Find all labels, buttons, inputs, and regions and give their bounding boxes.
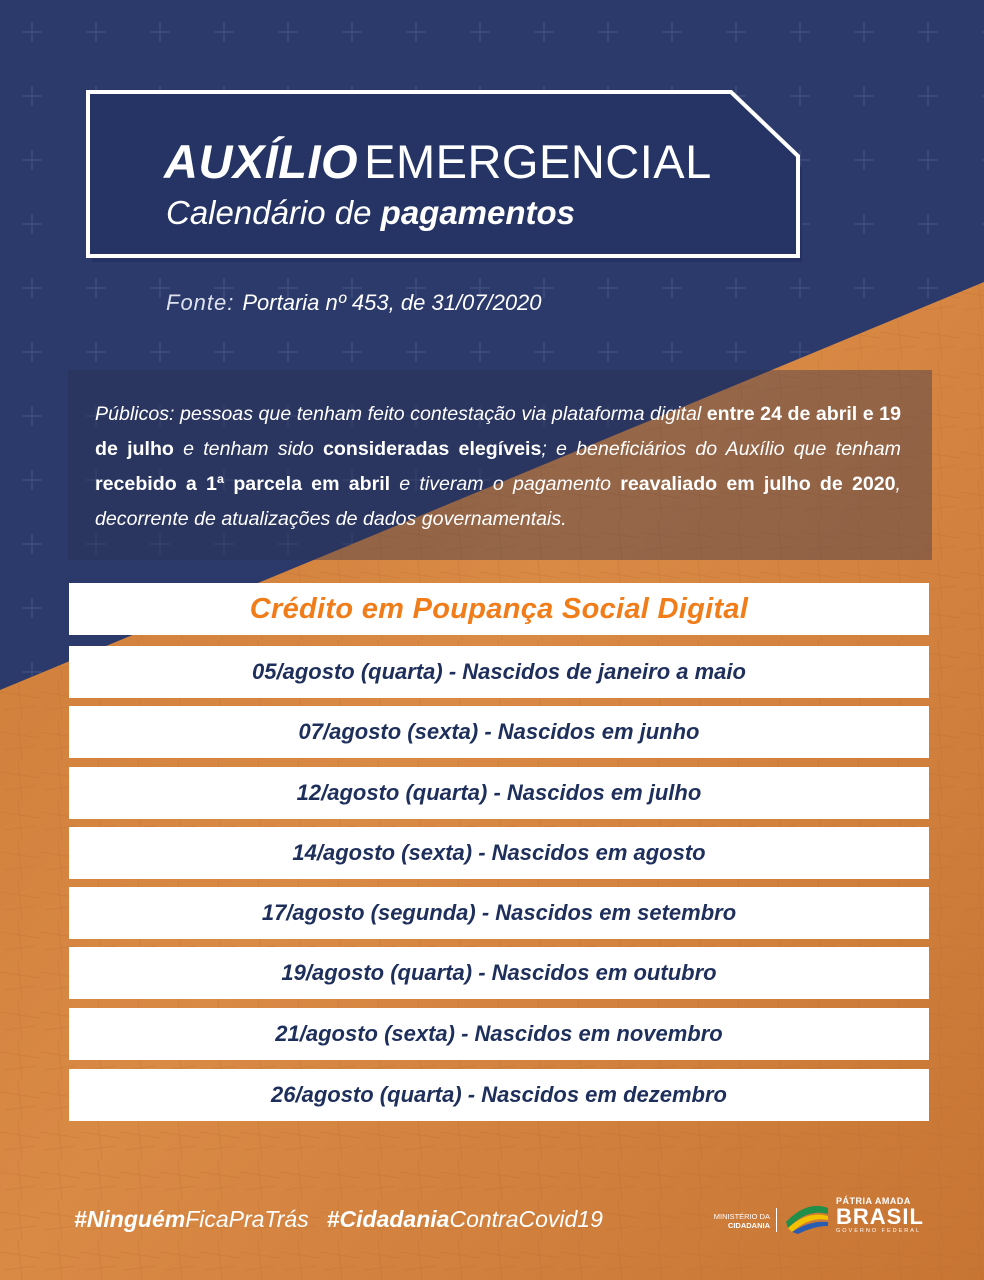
publicos-part: , decorrente de atualizações de dados governamentais. xyxy=(95,473,901,530)
hashtag-regular: FicaPraTrás xyxy=(185,1206,309,1232)
publicos-part: ; e beneficiários do Auxílio que tenham xyxy=(541,438,901,460)
brand-logo-text xyxy=(836,1196,924,1234)
subtitle-regular: Calendário de xyxy=(166,194,372,231)
hashtag-bold: #Cidadania xyxy=(326,1206,450,1232)
schedule-row xyxy=(69,1069,929,1121)
title-bold: AUXÍLIO xyxy=(164,135,359,188)
source-label: Fonte: xyxy=(166,290,235,315)
schedule-row xyxy=(69,947,929,999)
schedule-row-text: 07/agosto (sexta) - Nascidos em junho xyxy=(298,719,700,744)
schedule-row xyxy=(69,646,929,698)
publicos-highlight: reavaliado em julho de 2020 xyxy=(620,473,896,495)
publicos-highlight: recebido a 1ª parcela em abril xyxy=(95,473,391,495)
schedule-row xyxy=(69,887,929,939)
hashtags xyxy=(74,1206,603,1233)
ministry-line: MINISTÉRIO DA xyxy=(713,1212,770,1221)
subtitle-bold: pagamentos xyxy=(380,194,576,231)
schedule-heading: Crédito em Poupança Social Digital xyxy=(249,592,749,625)
schedule-row-text: 14/agosto (sexta) - Nascidos em agosto xyxy=(292,840,706,865)
hashtag-regular: ContraCovid19 xyxy=(449,1206,603,1232)
ministry-logo-text xyxy=(702,1212,770,1230)
brand-line: PÁTRIA AMADA xyxy=(836,1196,911,1206)
subtitle xyxy=(166,194,575,232)
title xyxy=(164,134,712,189)
brand-name: BRASIL xyxy=(836,1204,924,1229)
schedule-row-text: 12/agosto (quarta) - Nascidos em julho xyxy=(296,780,702,805)
schedule-row xyxy=(69,827,929,879)
schedule-row xyxy=(69,706,929,758)
brand-line: GOVERNO FEDERAL xyxy=(836,1228,922,1234)
publicos-part: Públicos: pessoas que tenham feito contestação via plataforma digital xyxy=(95,403,707,425)
publicos-text xyxy=(95,397,901,537)
publicos-highlight: consideradas elegíveis xyxy=(323,438,542,460)
schedule-row-text: 26/agosto (quarta) - Nascidos em dezembro xyxy=(271,1082,727,1107)
schedule-heading-box xyxy=(69,583,929,635)
schedule-row-text: 05/agosto (quarta) - Nascidos de janeiro a maio xyxy=(252,659,746,684)
ministry-name: CIDADANIA xyxy=(727,1221,770,1230)
publicos-part: e tenham sido xyxy=(173,438,323,460)
schedule-row-text: 21/agosto (sexta) - Nascidos em novembro xyxy=(275,1021,723,1046)
source-text: Portaria nº 453, de 31/07/2020 xyxy=(242,290,542,315)
publicos-part: e tiveram o pagamento xyxy=(390,473,621,495)
title-regular: EMERGENCIAL xyxy=(364,135,712,188)
logo-divider xyxy=(776,1208,777,1232)
source-line xyxy=(166,290,542,316)
schedule-row-text: 19/agosto (quarta) - Nascidos em outubro xyxy=(281,960,717,985)
hashtag-bold: #Ninguém xyxy=(74,1206,186,1232)
brazil-flag-icon xyxy=(784,1198,830,1234)
publicos-highlight: entre 24 de abril e 19 de julho xyxy=(95,403,901,460)
schedule-row xyxy=(69,767,929,819)
schedule-row xyxy=(69,1008,929,1060)
schedule-row-text: 17/agosto (segunda) - Nascidos em setembro xyxy=(261,900,737,925)
